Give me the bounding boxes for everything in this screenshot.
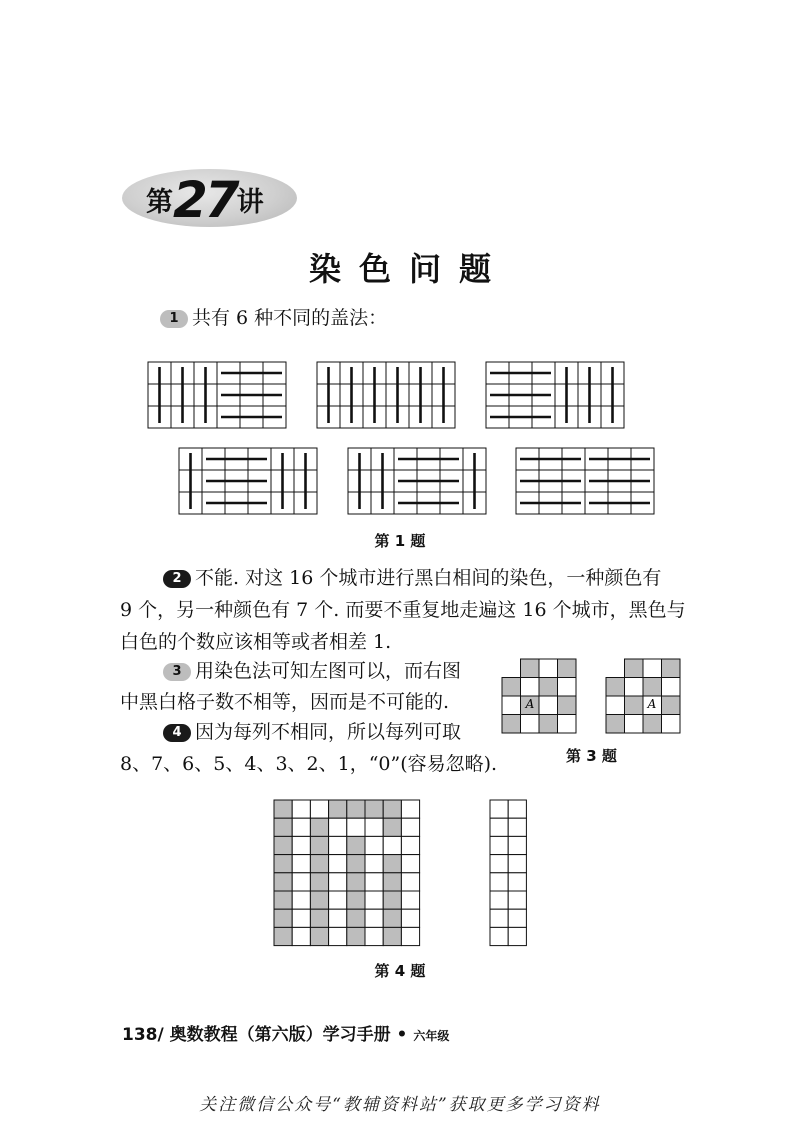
white-cell: [329, 891, 347, 909]
white-cell: [347, 818, 365, 836]
gray-cell: [347, 855, 365, 873]
q3-number-badge: 3: [163, 663, 191, 681]
badge-suffix: 讲: [236, 187, 264, 218]
q4-grids-group: [274, 800, 526, 946]
white-cell: [292, 891, 310, 909]
gray-cell: [347, 909, 365, 927]
q2-line-3: 白色的个数应该相等或者相差 1.: [120, 631, 392, 653]
white-cell: [365, 818, 383, 836]
gray-cell: [383, 927, 401, 945]
q1-caption: 第 1 题: [374, 532, 426, 550]
grade-label: 六年级: [413, 1029, 450, 1043]
q1-text: 共有 6 种不同的盖法：: [192, 307, 388, 329]
q4-text-1: 因为每列不相同，所以每列可取: [195, 721, 462, 743]
page-footer: [122, 1020, 449, 1045]
white-cell: [365, 927, 383, 945]
gray-cell: [310, 909, 328, 927]
white-cell: [329, 873, 347, 891]
gray-cell: [274, 927, 292, 945]
q2-line-2: 9 个，另一种颜色有 7 个. 而要不重复地走遍这 16 个城市，黑色与: [120, 599, 686, 621]
book-title: / 奥数教程（第六版）学习手册 •: [157, 1025, 408, 1045]
white-cell: [401, 818, 419, 836]
gray-cell: [310, 855, 328, 873]
white-cell: [490, 800, 508, 818]
page-title: 染色问题: [308, 250, 509, 288]
gray-cell: [274, 836, 292, 854]
white-cell: [490, 836, 508, 854]
white-cell: [508, 891, 526, 909]
gray-cell: [383, 818, 401, 836]
q3-cell-label-right: A: [647, 697, 657, 711]
gray-cell: [383, 909, 401, 927]
white-cell: [508, 800, 526, 818]
q3-cell-label-left: A: [525, 697, 535, 711]
gray-cell: [329, 800, 347, 818]
q2-text-1: 不能. 对这 16 个城市进行黑白相间的染色，一种颜色有: [195, 567, 662, 589]
white-cell: [329, 818, 347, 836]
gray-cell: [383, 800, 401, 818]
gray-cell: [274, 855, 292, 873]
q3-text-1: 用染色法可知左图可以，而右图: [195, 660, 462, 682]
white-cell: [329, 836, 347, 854]
gray-cell: [383, 873, 401, 891]
white-cell: [310, 800, 328, 818]
gray-cell: [347, 927, 365, 945]
q4-main-grid: [274, 800, 420, 946]
gray-cell: [383, 855, 401, 873]
white-cell: [292, 800, 310, 818]
white-cell: [490, 873, 508, 891]
white-cell: [365, 909, 383, 927]
gray-cell: [274, 873, 292, 891]
gray-cell: [347, 891, 365, 909]
white-cell: [490, 909, 508, 927]
white-cell: [401, 909, 419, 927]
white-cell: [365, 855, 383, 873]
q4-caption: 第 4 题: [374, 962, 426, 980]
white-cell: [329, 909, 347, 927]
white-cell: [401, 800, 419, 818]
badge-number: 27: [173, 171, 237, 229]
white-cell: [401, 836, 419, 854]
gray-cell: [347, 800, 365, 818]
white-cell: [401, 855, 419, 873]
gray-cell: [274, 891, 292, 909]
q1-number-badge: 1: [160, 310, 188, 328]
badge-prefix: 第: [146, 187, 173, 218]
white-cell: [292, 818, 310, 836]
q3-line-2: 中黑白格子数不相等，因而是不可能的.: [120, 691, 450, 713]
q3-caption: 第 3 题: [566, 747, 617, 765]
white-cell: [329, 927, 347, 945]
white-cell: [365, 873, 383, 891]
gray-cell: [310, 891, 328, 909]
white-cell: [292, 927, 310, 945]
white-cell: [365, 891, 383, 909]
gray-cell: [310, 927, 328, 945]
white-cell: [383, 836, 401, 854]
white-cell: [490, 927, 508, 945]
white-cell: [401, 873, 419, 891]
gray-cell: [310, 836, 328, 854]
white-cell: [365, 836, 383, 854]
white-cell: [490, 855, 508, 873]
white-cell: [508, 855, 526, 873]
white-cell: [329, 855, 347, 873]
white-cell: [490, 891, 508, 909]
q4-line-2: 8、7、6、5、4、3、2、1，“0”(容易忽略).: [120, 753, 498, 775]
white-cell: [292, 909, 310, 927]
white-cell: [292, 836, 310, 854]
white-cell: [508, 818, 526, 836]
gray-cell: [274, 909, 292, 927]
q2-number-badge: 2: [163, 570, 191, 588]
white-cell: [508, 836, 526, 854]
gray-cell: [274, 800, 292, 818]
white-cell: [401, 927, 419, 945]
gray-cell: [310, 818, 328, 836]
gray-cell: [274, 818, 292, 836]
white-cell: [292, 873, 310, 891]
white-cell: [508, 909, 526, 927]
white-cell: [508, 873, 526, 891]
q4-strip-grid: [490, 800, 526, 946]
page-number: 138: [122, 1025, 158, 1045]
gray-cell: [310, 873, 328, 891]
white-cell: [508, 927, 526, 945]
white-cell: [401, 891, 419, 909]
gray-cell: [365, 800, 383, 818]
q4-number-badge: 4: [163, 724, 191, 742]
gray-cell: [347, 836, 365, 854]
white-cell: [490, 818, 508, 836]
bottom-note: 关注微信公众号“教辅资料站”获取更多学习资料: [199, 1095, 601, 1115]
gray-cell: [383, 891, 401, 909]
white-cell: [292, 855, 310, 873]
gray-cell: [347, 873, 365, 891]
